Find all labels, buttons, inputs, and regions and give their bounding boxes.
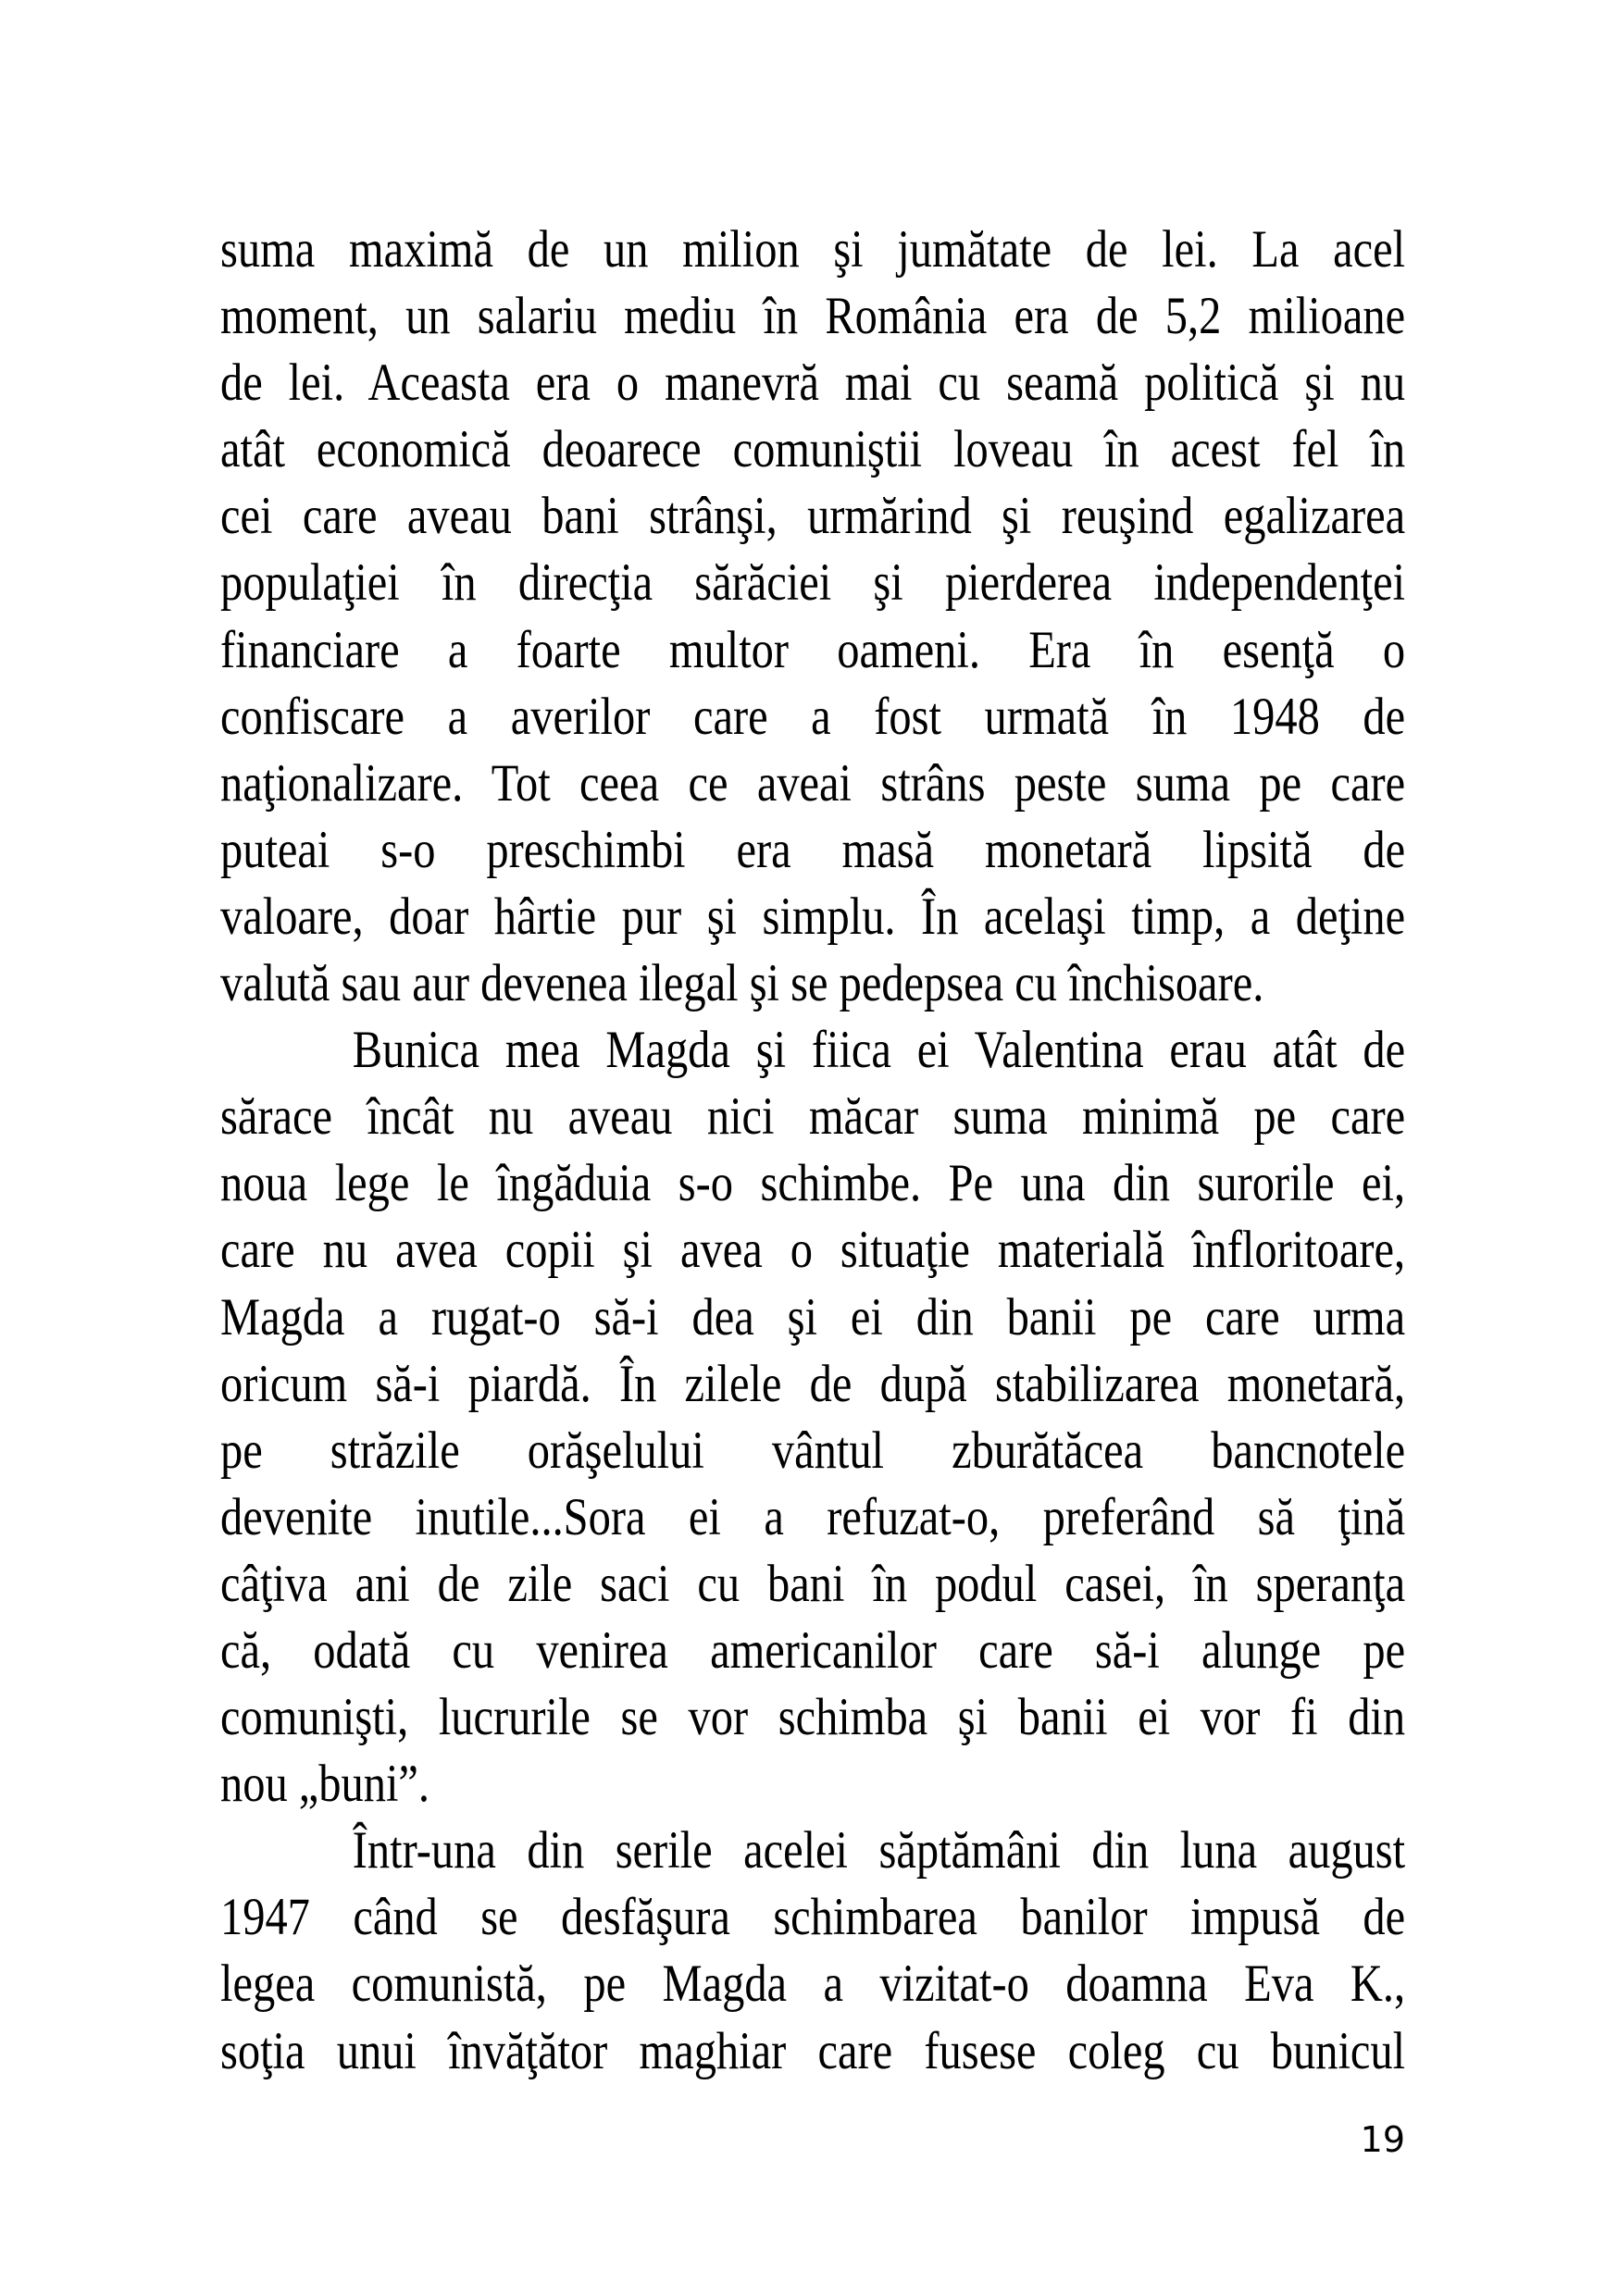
text-line: suma maximă de un milion şi jumătate de lei. La acel (220, 220, 1406, 279)
text-line: pe străzile orăşelului vântul zburătăcea bancnotele (220, 1421, 1406, 1480)
text-line: Magda a rugat-o să-i dea şi ei din banii pe care urma (220, 1287, 1406, 1347)
text-line: devenite inutile...Sora ei a refuzat-o, preferând să ţină (220, 1487, 1406, 1546)
text-line: atât economică deoarece comuniştii loveau în acest fel în (220, 420, 1406, 479)
text-line: Într-una din serile acelei săptămâni din luna august (352, 1821, 1406, 1880)
text-line: că, odată cu venirea americanilor care să-i alunge pe (220, 1620, 1406, 1680)
text-line: care nu avea copii şi avea o situaţie materială înfloritoare, (220, 1221, 1406, 1280)
text-line: naţionalizare. Tot ceea ce aveai strâns peste suma pe care (220, 753, 1406, 813)
text-line: populaţiei în direcţia sărăciei şi pierderea independenţei (220, 553, 1406, 613)
text-line: puteai s-o preschimbi era masă monetară lipsită de (220, 820, 1406, 879)
text-line: comunişti, lucrurile se vor schimba şi banii ei vor fi din (220, 1688, 1406, 1747)
text-line: confiscare a averilor care a fost urmată în 1948 de (220, 687, 1406, 746)
body-text (220, 217, 1405, 2085)
text-line: Bunica mea Magda şi fiica ei Valentina erau atât de (352, 1021, 1406, 1080)
text-line: moment, un salariu mediu în România era de 5,2 milioane (220, 287, 1406, 346)
text-line: noua lege le îngăduia s-o schimbe. Pe una din surorile ei, (220, 1154, 1406, 1213)
text-line: de lei. Aceasta era o manevră mai cu seamă politică şi nu (220, 354, 1406, 413)
text-line: oricum să-i piardă. În zilele de după stabilizarea monetară, (220, 1354, 1406, 1413)
text-line: cei care aveau bani strânşi, urmărind şi reuşind egalizarea (220, 487, 1406, 546)
text-line: sărace încât nu aveau nici măcar suma minimă pe care (220, 1087, 1406, 1147)
text-line: valoare, doar hârtie pur şi simplu. În acelaşi timp, a deţine (220, 887, 1406, 946)
text-line: soţia unui învăţător maghiar care fusese coleg cu bunicul (220, 2021, 1406, 2080)
text-line: 1947 când se desfăşura schimbarea banilor impusă de (220, 1888, 1406, 1947)
text-line: câţiva ani de zile saci cu bani în podul casei, în speranţa (220, 1554, 1406, 1613)
text-line: legea comunistă, pe Magda a vizitat-o doamna Eva K., (220, 1955, 1406, 2014)
text-line: financiare a foarte multor oameni. Era în esenţă o (220, 620, 1406, 679)
page-number: 19 (1360, 2119, 1405, 2160)
text-line: valută sau aur devenea ilegal şi se pedepsea cu închisoare. (220, 954, 1264, 1013)
text-line: nou „buni”. (220, 1755, 430, 1814)
